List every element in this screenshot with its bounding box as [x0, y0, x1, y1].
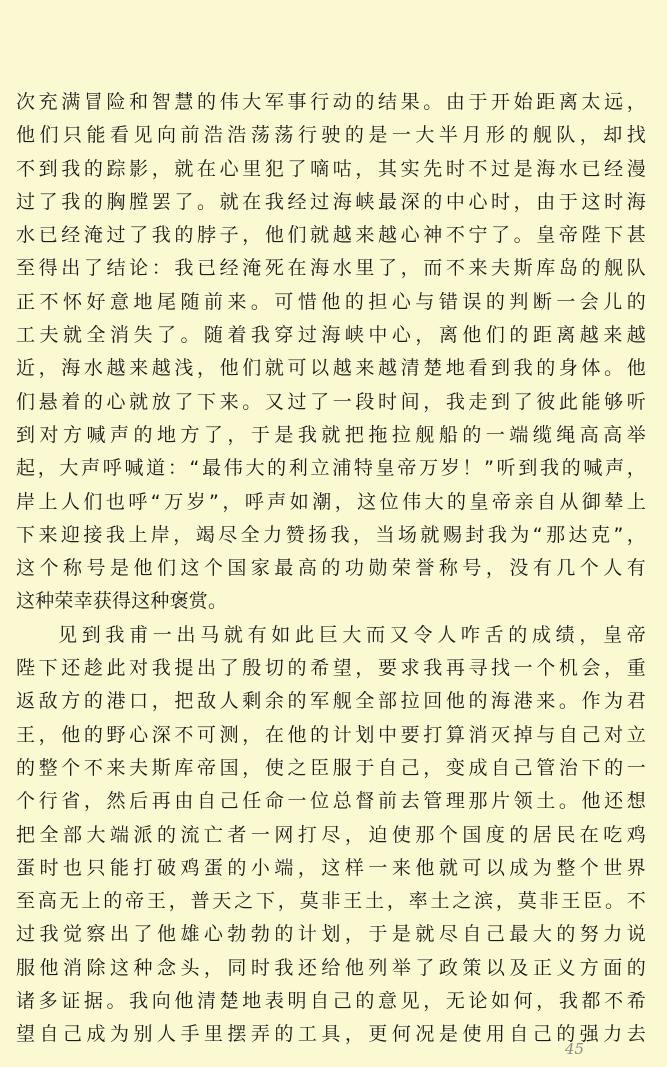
text-line: 把全部大端派的流亡者一网打尽，迫使那个国度的居民在吃鸡	[16, 823, 646, 846]
text-line: 服他消除这种念头，同时我还给他列举了政策以及正义方面的	[16, 956, 646, 979]
text-line: 们悬着的心就放了下来。又过了一段时间，我走到了彼此能够听	[16, 390, 646, 413]
text-line: 近，海水越来越浅，他们就可以越来越清楚地看到我的身体。他	[16, 357, 646, 380]
text-line: 过了我的胸膛罢了。就在我经过海峡最深的中心时，由于这时海	[16, 190, 646, 213]
text-line: 过我觉察出了他雄心勃勃的计划，于是就尽自己最大的努力说	[16, 923, 646, 946]
text-line: 个行省，然后再由自己任命一位总督前去管理那片领土。他还想	[16, 790, 646, 813]
text-line: 工夫就全消失了。随着我穿过海峡中心，离他们的距离越来越	[16, 324, 646, 347]
text-line: 王，他的野心深不可测，在他的计划中要打算消灭掉与自己对立	[16, 723, 646, 746]
text-line: 水已经淹过了我的脖子，他们就越来越心神不宁了。皇帝陛下甚	[16, 224, 646, 247]
text-line: 至高无上的帝王，普天之下，莫非王土，率土之滨，莫非王臣。不	[16, 890, 646, 913]
text-line: 他们只能看见向前浩浩荡荡行驶的是一大半月形的舰队，却找	[16, 124, 646, 147]
text-line: 至得出了结论：我已经淹死在海水里了，而不来夫斯库岛的舰队	[16, 257, 646, 280]
text-line: 下来迎接我上岸，竭尽全力赞扬我，当场就赐封我为“那达克”，	[16, 523, 646, 546]
text-line: 岸上人们也呼“万岁”，呼声如潮，这位伟大的皇帝亲自从御辇上	[16, 490, 646, 513]
text-line: 诸多证据。我向他清楚地表明自己的意见，无论如何，我都不希	[16, 990, 646, 1013]
text-line: 蛋时也只能打破鸡蛋的小端，这样一来他就可以成为整个世界	[16, 856, 646, 879]
text-line: 这个称号是他们这个国家最高的功勋荣誉称号，没有几个人有	[16, 557, 646, 580]
body-text	[16, 86, 646, 1052]
text-line: 正不怀好意地尾随前来。可惜他的担心与错误的判断一会儿的	[16, 290, 646, 313]
paragraph-end-line: 这种荣幸获得这种褒赏。	[16, 590, 228, 613]
page-number: 45	[564, 1040, 584, 1058]
text-line: 次充满冒险和智慧的伟大军事行动的结果。由于开始距离太远，	[16, 91, 646, 113]
text-line: 返敌方的港口，把敌人剩余的军舰全部拉回他的海港来。作为君	[16, 690, 646, 713]
text-line: 的整个不来夫斯库帝国，使之臣服于自己，变成自己管治下的一	[16, 756, 646, 779]
text-line: 不到我的踪影，就在心里犯了嘀咕，其实先时不过是海水已经漫	[16, 157, 646, 180]
paragraph-start-line: 见到我甫一出马就有如此巨大而又令人咋舌的成绩，皇帝	[58, 623, 646, 646]
text-line: 到对方喊声的地方了，于是我就把拖拉舰船的一端缆绳高高举	[16, 423, 646, 446]
text-line: 陛下还趁此对我提出了殷切的希望，要求我再寻找一个机会，重	[16, 657, 646, 680]
text-line: 望自己成为别人手里摆弄的工具，更何况是使用自己的强力去	[16, 1023, 646, 1046]
text-line: 起，大声呼喊道：“最伟大的利立浦特皇帝万岁！”听到我的喊声，	[16, 457, 646, 480]
